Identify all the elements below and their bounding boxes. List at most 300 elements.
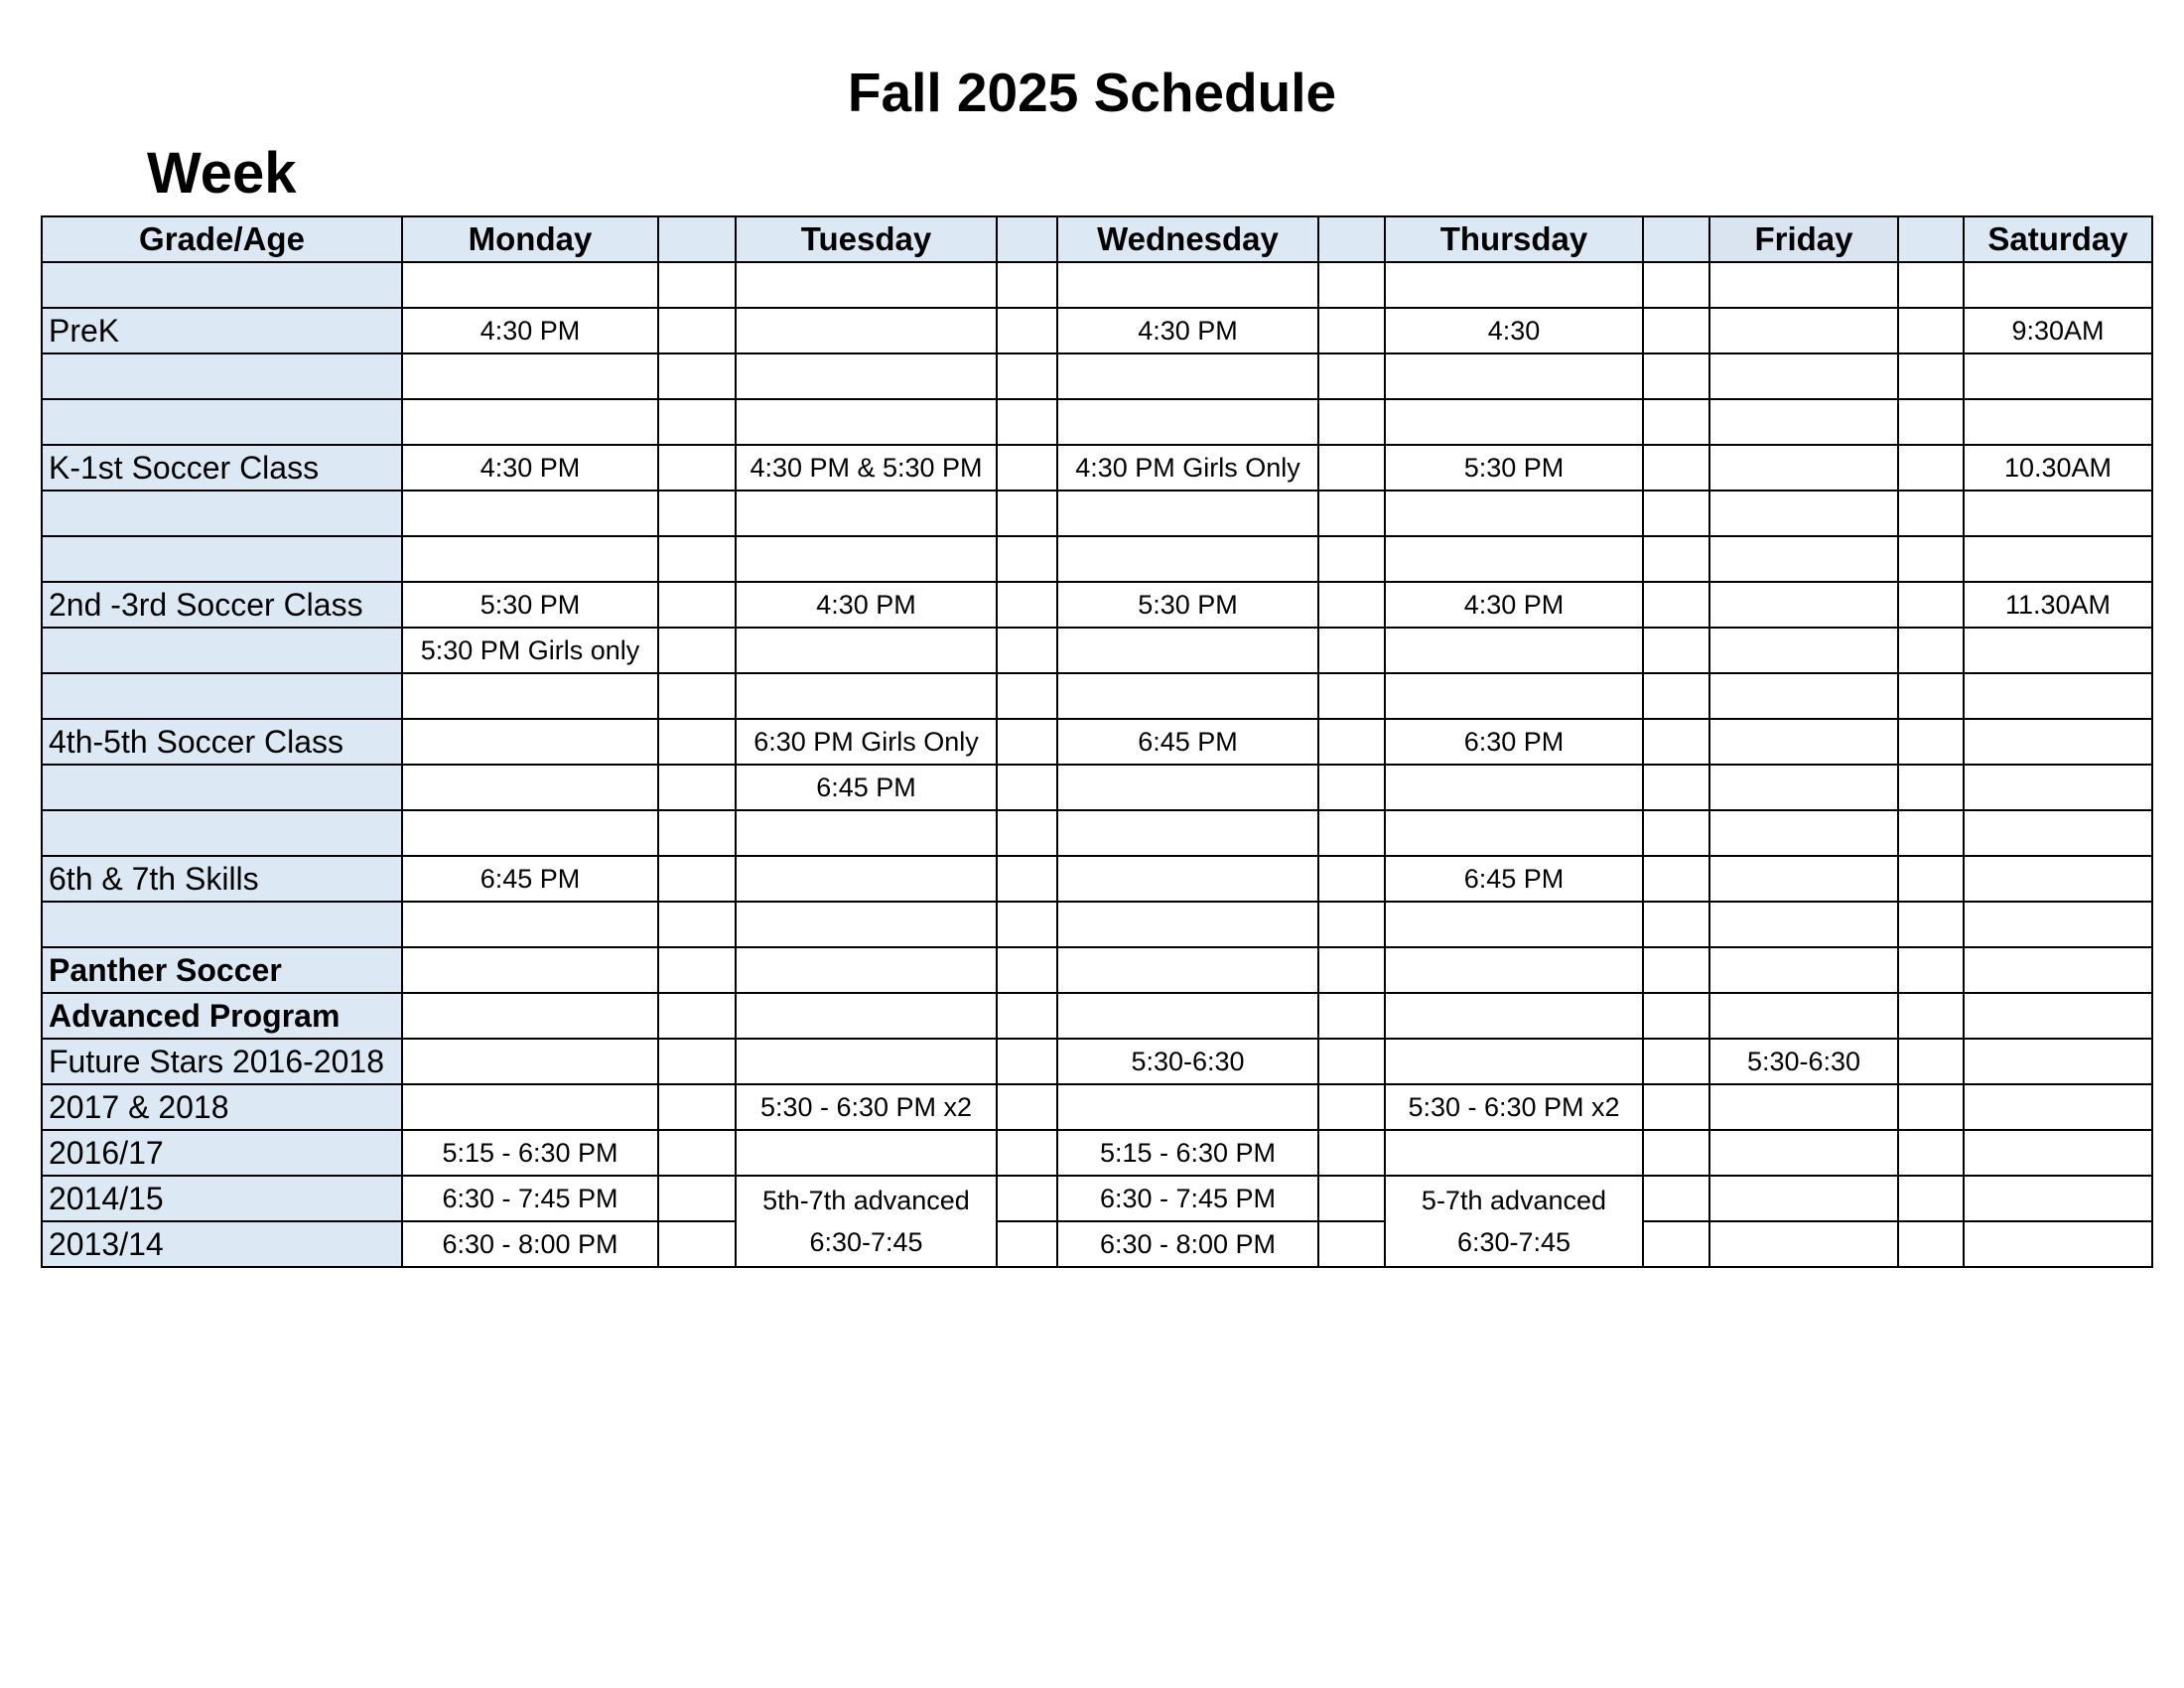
table-row [42, 810, 2152, 856]
table-row [42, 765, 2152, 810]
friday-cell [1709, 1130, 1898, 1176]
saturday-cell [1964, 673, 2152, 719]
spacer-cell [1643, 856, 1709, 902]
spacer-cell [1643, 993, 1709, 1039]
grade-cell [42, 353, 402, 399]
grade-cell: 6th & 7th Skills [42, 856, 402, 902]
grade-cell [42, 628, 402, 673]
table-row [42, 582, 2152, 628]
spacer-cell [1898, 673, 1964, 719]
grade-cell [42, 399, 402, 445]
spacer-cell [997, 1221, 1057, 1267]
spacer-cell [1643, 399, 1709, 445]
spacer-cell [1898, 536, 1964, 582]
spacer-cell [1898, 1176, 1964, 1221]
spacer-cell [997, 353, 1057, 399]
saturday-cell [1964, 628, 2152, 673]
header-spacer [1318, 216, 1385, 262]
merged-cell-line: 5-7th advanced [1421, 1186, 1607, 1215]
spacer-cell [997, 810, 1057, 856]
wednesday-cell [1057, 353, 1318, 399]
spacer-cell [1318, 810, 1385, 856]
spacer-cell [1643, 536, 1709, 582]
table-row [42, 856, 2152, 902]
grade-cell [42, 491, 402, 536]
friday-cell [1709, 719, 1898, 765]
table-row [42, 947, 2152, 993]
tuesday-cell: 4:30 PM & 5:30 PM [736, 445, 997, 491]
grade-cell [42, 262, 402, 308]
friday-cell [1709, 765, 1898, 810]
spacer-cell [997, 262, 1057, 308]
spacer-cell [1898, 1084, 1964, 1130]
grade-cell [42, 536, 402, 582]
spacer-cell [997, 1130, 1057, 1176]
friday-cell: 5:30-6:30 [1709, 1039, 1898, 1084]
spacer-cell [658, 353, 736, 399]
spacer-cell [1643, 308, 1709, 353]
spacer-cell [1318, 353, 1385, 399]
saturday-cell [1964, 399, 2152, 445]
merged-cell-line: 5th-7th advanced [762, 1186, 970, 1215]
friday-cell [1709, 1176, 1898, 1221]
friday-cell [1709, 353, 1898, 399]
saturday-cell [1964, 765, 2152, 810]
grade-cell: 4th-5th Soccer Class [42, 719, 402, 765]
header-spacer [658, 216, 736, 262]
spacer-cell [658, 1084, 736, 1130]
spacer-cell [1643, 491, 1709, 536]
monday-cell [402, 536, 658, 582]
friday-cell [1709, 628, 1898, 673]
tuesday-cell [736, 628, 997, 673]
spacer-cell [1643, 1084, 1709, 1130]
wednesday-cell [1057, 902, 1318, 947]
header-thursday: Thursday [1385, 216, 1643, 262]
header-spacer [997, 216, 1057, 262]
saturday-cell [1964, 810, 2152, 856]
monday-cell [402, 1084, 658, 1130]
wednesday-cell: 5:15 - 6:30 PM [1057, 1130, 1318, 1176]
friday-cell [1709, 445, 1898, 491]
wednesday-cell: 6:30 - 8:00 PM [1057, 1221, 1318, 1267]
spacer-cell [658, 1176, 736, 1221]
thursday-cell: 5:30 PM [1385, 445, 1643, 491]
monday-cell: 6:30 - 7:45 PM [402, 1176, 658, 1221]
spacer-cell [997, 902, 1057, 947]
wednesday-cell [1057, 628, 1318, 673]
wednesday-cell: 5:30-6:30 [1057, 1039, 1318, 1084]
header-spacer [1898, 216, 1964, 262]
monday-cell [402, 947, 658, 993]
spacer-cell [997, 1039, 1057, 1084]
grade-cell [42, 810, 402, 856]
spacer-cell [1898, 399, 1964, 445]
grade-cell: 2014/15 [42, 1176, 402, 1221]
header-grade: Grade/Age [42, 216, 402, 262]
spacer-cell [1318, 445, 1385, 491]
table-row [42, 673, 2152, 719]
grade-cell [42, 673, 402, 719]
friday-cell [1709, 856, 1898, 902]
table-row [42, 1221, 2152, 1267]
saturday-cell: 11.30AM [1964, 582, 2152, 628]
wednesday-cell [1057, 262, 1318, 308]
tuesday-cell [736, 993, 997, 1039]
tuesday-cell [736, 1130, 997, 1176]
tuesday-cell [736, 308, 997, 353]
grade-cell [42, 765, 402, 810]
thursday-cell [1385, 536, 1643, 582]
saturday-cell [1964, 353, 2152, 399]
grade-cell: PreK [42, 308, 402, 353]
spacer-cell [1318, 308, 1385, 353]
thursday-cell: 4:30 PM [1385, 582, 1643, 628]
tuesday-cell [736, 399, 997, 445]
spacer-cell [658, 947, 736, 993]
monday-cell: 6:45 PM [402, 856, 658, 902]
spacer-cell [1318, 491, 1385, 536]
friday-cell [1709, 536, 1898, 582]
thursday-cell [1385, 1039, 1643, 1084]
spacer-cell [1898, 993, 1964, 1039]
thursday-cell [1385, 628, 1643, 673]
tuesday-cell [736, 536, 997, 582]
spacer-cell [1643, 765, 1709, 810]
page-title: Fall 2025 Schedule [847, 62, 1337, 123]
spacer-cell [658, 308, 736, 353]
saturday-cell [1964, 719, 2152, 765]
tuesday-cell [736, 491, 997, 536]
spacer-cell [997, 719, 1057, 765]
spacer-cell [997, 1176, 1057, 1221]
tuesday-cell [736, 262, 997, 308]
monday-cell [402, 353, 658, 399]
tuesday-cell: 6:30 PM Girls Only [736, 719, 997, 765]
tuesday-cell: 4:30 PM [736, 582, 997, 628]
spacer-cell [658, 628, 736, 673]
spacer-cell [658, 445, 736, 491]
spacer-cell [1318, 1039, 1385, 1084]
spacer-cell [997, 856, 1057, 902]
saturday-cell [1964, 536, 2152, 582]
spacer-cell [1898, 308, 1964, 353]
spacer-cell [1898, 1039, 1964, 1084]
wednesday-cell [1057, 1084, 1318, 1130]
spacer-cell [1318, 765, 1385, 810]
spacer-cell [1898, 445, 1964, 491]
monday-cell [402, 765, 658, 810]
monday-cell [402, 719, 658, 765]
monday-cell [402, 262, 658, 308]
spacer-cell [1318, 719, 1385, 765]
thursday-cell [1385, 399, 1643, 445]
spacer-cell [658, 810, 736, 856]
spacer-cell [1643, 810, 1709, 856]
table-row [42, 902, 2152, 947]
table-row [42, 1084, 2152, 1130]
saturday-cell [1964, 1039, 2152, 1084]
table-row [42, 719, 2152, 765]
spacer-cell [1318, 262, 1385, 308]
monday-cell: 5:30 PM [402, 582, 658, 628]
thursday-cell [1385, 902, 1643, 947]
saturday-cell [1964, 902, 2152, 947]
thursday-cell [1385, 262, 1643, 308]
table-row [42, 1039, 2152, 1084]
table-row [42, 308, 2152, 353]
spacer-cell [1898, 902, 1964, 947]
saturday-cell [1964, 1176, 2152, 1221]
spacer-cell [1318, 399, 1385, 445]
tuesday-cell [736, 902, 997, 947]
spacer-cell [997, 1084, 1057, 1130]
spacer-cell [658, 1130, 736, 1176]
friday-cell [1709, 902, 1898, 947]
thursday-cell [1385, 353, 1643, 399]
saturday-cell [1964, 1130, 2152, 1176]
spacer-cell [1318, 582, 1385, 628]
spacer-cell [658, 765, 736, 810]
wednesday-cell: 6:30 - 7:45 PM [1057, 1176, 1318, 1221]
thursday-cell: 6:30 PM [1385, 719, 1643, 765]
spacer-cell [997, 491, 1057, 536]
spacer-cell [1898, 856, 1964, 902]
table-row [42, 993, 2152, 1039]
table-row [42, 445, 2152, 491]
table-row [42, 536, 2152, 582]
thursday-merged-cell [1385, 1176, 1643, 1267]
spacer-cell [1643, 947, 1709, 993]
saturday-cell: 9:30AM [1964, 308, 2152, 353]
saturday-cell: 10.30AM [1964, 445, 2152, 491]
wednesday-cell [1057, 993, 1318, 1039]
spacer-cell [1898, 1221, 1964, 1267]
spacer-cell [658, 582, 736, 628]
header-monday: Monday [402, 216, 658, 262]
friday-cell [1709, 1084, 1898, 1130]
grade-cell: 2013/14 [42, 1221, 402, 1267]
spacer-cell [997, 765, 1057, 810]
wednesday-cell [1057, 536, 1318, 582]
wednesday-cell [1057, 856, 1318, 902]
spacer-cell [1643, 353, 1709, 399]
friday-cell [1709, 993, 1898, 1039]
thursday-cell [1385, 491, 1643, 536]
merged-cell-line: 6:30-7:45 [809, 1227, 923, 1257]
tuesday-cell [736, 673, 997, 719]
wednesday-cell [1057, 673, 1318, 719]
wednesday-cell: 4:30 PM Girls Only [1057, 445, 1318, 491]
spacer-cell [1318, 673, 1385, 719]
spacer-cell [1898, 810, 1964, 856]
monday-cell [402, 399, 658, 445]
header-tuesday: Tuesday [736, 216, 997, 262]
schedule-table [41, 215, 2153, 1268]
grade-cell: 2nd -3rd Soccer Class [42, 582, 402, 628]
spacer-cell [1643, 1221, 1709, 1267]
spacer-cell [658, 993, 736, 1039]
spacer-cell [1318, 993, 1385, 1039]
spacer-cell [1898, 765, 1964, 810]
spacer-cell [658, 491, 736, 536]
header-row [42, 216, 2152, 262]
table-row [42, 1130, 2152, 1176]
spacer-cell [997, 582, 1057, 628]
thursday-cell [1385, 1130, 1643, 1176]
thursday-cell [1385, 765, 1643, 810]
tuesday-merged-cell [736, 1176, 997, 1267]
grade-cell: Advanced Program [42, 993, 402, 1039]
grade-cell: K-1st Soccer Class [42, 445, 402, 491]
grade-cell [42, 902, 402, 947]
wednesday-cell [1057, 810, 1318, 856]
spacer-cell [1318, 1176, 1385, 1221]
table-row [42, 262, 2152, 308]
spacer-cell [1318, 628, 1385, 673]
grade-cell: Panther Soccer [42, 947, 402, 993]
wednesday-cell [1057, 399, 1318, 445]
spacer-cell [997, 399, 1057, 445]
spacer-cell [1643, 445, 1709, 491]
monday-cell: 4:30 PM [402, 445, 658, 491]
table-row [42, 491, 2152, 536]
spacer-cell [997, 947, 1057, 993]
wednesday-cell: 5:30 PM [1057, 582, 1318, 628]
wednesday-cell [1057, 491, 1318, 536]
saturday-cell [1964, 856, 2152, 902]
tuesday-cell: 6:45 PM [736, 765, 997, 810]
friday-cell [1709, 947, 1898, 993]
thursday-cell: 5:30 - 6:30 PM x2 [1385, 1084, 1643, 1130]
spacer-cell [658, 902, 736, 947]
tuesday-cell [736, 353, 997, 399]
grade-cell: Future Stars 2016-2018 [42, 1039, 402, 1084]
spacer-cell [658, 673, 736, 719]
spacer-cell [1898, 582, 1964, 628]
wednesday-cell: 6:45 PM [1057, 719, 1318, 765]
tuesday-cell [736, 810, 997, 856]
friday-cell [1709, 308, 1898, 353]
monday-cell: 5:30 PM Girls only [402, 628, 658, 673]
monday-cell [402, 673, 658, 719]
friday-cell [1709, 491, 1898, 536]
spacer-cell [658, 856, 736, 902]
spacer-cell [1643, 1176, 1709, 1221]
friday-cell [1709, 262, 1898, 308]
spacer-cell [658, 1221, 736, 1267]
thursday-cell [1385, 947, 1643, 993]
saturday-cell [1964, 1084, 2152, 1130]
saturday-cell [1964, 947, 2152, 993]
spacer-cell [1643, 1130, 1709, 1176]
table-row [42, 399, 2152, 445]
table-row [42, 353, 2152, 399]
saturday-cell [1964, 262, 2152, 308]
spacer-cell [997, 308, 1057, 353]
spacer-cell [1643, 902, 1709, 947]
spacer-cell [1318, 902, 1385, 947]
spacer-cell [1898, 947, 1964, 993]
spacer-cell [1318, 1221, 1385, 1267]
spacer-cell [1643, 1039, 1709, 1084]
spacer-cell [997, 445, 1057, 491]
thursday-cell [1385, 810, 1643, 856]
merged-cell-line: 6:30-7:45 [1456, 1227, 1571, 1257]
grade-cell: 2017 & 2018 [42, 1084, 402, 1130]
spacer-cell [1318, 1084, 1385, 1130]
spacer-cell [1898, 1130, 1964, 1176]
header-spacer [1643, 216, 1709, 262]
wednesday-cell [1057, 765, 1318, 810]
spacer-cell [1643, 582, 1709, 628]
tuesday-cell [736, 947, 997, 993]
saturday-cell [1964, 993, 2152, 1039]
spacer-cell [1898, 628, 1964, 673]
spacer-cell [1643, 673, 1709, 719]
spacer-cell [997, 673, 1057, 719]
tuesday-cell [736, 1039, 997, 1084]
week-label: Week [147, 141, 297, 206]
monday-cell: 5:15 - 6:30 PM [402, 1130, 658, 1176]
friday-cell [1709, 582, 1898, 628]
monday-cell [402, 491, 658, 536]
spacer-cell [1898, 262, 1964, 308]
spacer-cell [1643, 628, 1709, 673]
spacer-cell [1643, 262, 1709, 308]
spacer-cell [997, 536, 1057, 582]
friday-cell [1709, 399, 1898, 445]
spacer-cell [1643, 719, 1709, 765]
tuesday-cell: 5:30 - 6:30 PM x2 [736, 1084, 997, 1130]
spacer-cell [1898, 719, 1964, 765]
spacer-cell [1318, 856, 1385, 902]
spacer-cell [997, 628, 1057, 673]
tuesday-cell [736, 856, 997, 902]
spacer-cell [658, 1039, 736, 1084]
spacer-cell [1318, 536, 1385, 582]
spacer-cell [1318, 1130, 1385, 1176]
spacer-cell [658, 536, 736, 582]
table-row [42, 1176, 2152, 1221]
spacer-cell [658, 399, 736, 445]
thursday-cell: 6:45 PM [1385, 856, 1643, 902]
spacer-cell [658, 719, 736, 765]
monday-cell: 6:30 - 8:00 PM [402, 1221, 658, 1267]
header-wednesday: Wednesday [1057, 216, 1318, 262]
header-friday: Friday [1709, 216, 1898, 262]
table-row [42, 628, 2152, 673]
monday-cell [402, 810, 658, 856]
saturday-cell [1964, 491, 2152, 536]
wednesday-cell [1057, 947, 1318, 993]
spacer-cell [997, 993, 1057, 1039]
spacer-cell [1318, 947, 1385, 993]
thursday-cell [1385, 673, 1643, 719]
friday-cell [1709, 1221, 1898, 1267]
saturday-cell [1964, 1221, 2152, 1267]
wednesday-cell: 4:30 PM [1057, 308, 1318, 353]
friday-cell [1709, 673, 1898, 719]
spacer-cell [658, 262, 736, 308]
grade-cell: 2016/17 [42, 1130, 402, 1176]
monday-cell [402, 993, 658, 1039]
monday-cell [402, 902, 658, 947]
thursday-cell [1385, 993, 1643, 1039]
header-saturday: Saturday [1964, 216, 2152, 262]
spacer-cell [1898, 353, 1964, 399]
friday-cell [1709, 810, 1898, 856]
